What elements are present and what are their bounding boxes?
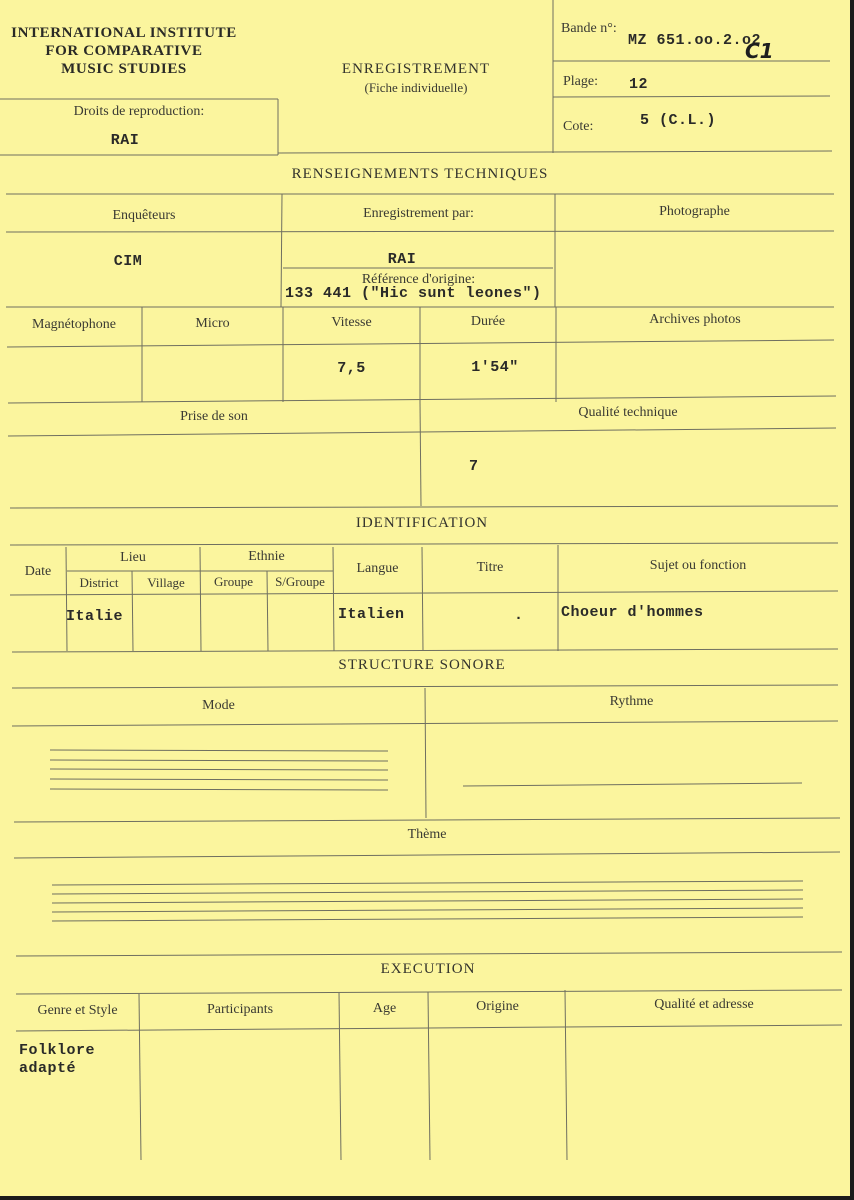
form-subtitle: (Fiche individuelle) (364, 80, 468, 95)
vitesse-value: 7,5 (337, 360, 366, 377)
sgroupe-label: S/Groupe (275, 574, 325, 589)
titre-value: . (514, 607, 524, 624)
plage-label: Plage: (563, 74, 598, 89)
identification-heading: IDENTIFICATION (355, 515, 489, 531)
prise-de-son-label: Prise de son (180, 409, 248, 424)
genre-value-line-2: adapté (19, 1060, 77, 1077)
plage-value: 12 (629, 76, 649, 93)
participants-label: Participants (206, 1002, 274, 1017)
structure-sonore-heading: STRUCTURE SONORE (338, 657, 506, 673)
origine-label: Origine (476, 999, 519, 1014)
genre-value-line-1: Folklore (19, 1042, 96, 1059)
cote-value: 5 (C.L.) (640, 112, 717, 129)
ethnie-label: Ethnie (248, 549, 285, 564)
langue-value: Italien (338, 606, 405, 623)
institute-name-line-3: MUSIC STUDIES (61, 61, 187, 77)
langue-label: Langue (356, 561, 399, 576)
photographe-label: Photographe (659, 204, 730, 219)
micro-label: Micro (195, 316, 230, 331)
form-title: ENREGISTREMENT (341, 61, 491, 77)
enregistrement-par-value: RAI (387, 251, 417, 268)
technical-heading: RENSEIGNEMENTS TECHNIQUES (291, 166, 549, 182)
date-label: Date (24, 564, 52, 579)
magnetophone-label: Magnétophone (32, 317, 116, 332)
titre-label: Titre (476, 560, 504, 575)
enregistrement-par-label: Enregistrement par: (363, 206, 474, 221)
execution-heading: EXECUTION (380, 961, 476, 977)
age-label: Age (372, 1001, 397, 1016)
archives-photos-label: Archives photos (649, 312, 741, 327)
genre-style-label: Genre et Style (37, 1003, 118, 1018)
qualite-technique-value: 7 (469, 458, 479, 475)
rythme-label: Rythme (609, 694, 654, 709)
reference-value: 133 441 ("Hic sunt leones") (285, 285, 542, 302)
cote-label: Cote: (563, 119, 594, 134)
enqueteurs-value: CIM (113, 253, 143, 270)
duree-label: Durée (470, 314, 506, 329)
institute-name-line-1: INTERNATIONAL INSTITUTE (11, 25, 237, 41)
reference-label: Référence d'origine: (361, 272, 476, 287)
sujet-label: Sujet ou fonction (649, 558, 747, 573)
duree-value: 1'54" (471, 359, 519, 376)
district-value: Italie (66, 608, 124, 625)
rights-label: Droits de reproduction: (73, 104, 205, 119)
qualite-technique-label: Qualité technique (578, 405, 678, 420)
village-label: Village (147, 575, 185, 590)
theme-label: Thème (407, 827, 447, 842)
mode-label: Mode (202, 698, 235, 713)
groupe-label: Groupe (214, 574, 253, 589)
rights-value: RAI (110, 132, 140, 149)
bande-value: MZ 651.oo.2.o2 (628, 32, 762, 49)
vitesse-label: Vitesse (331, 315, 372, 330)
institute-name-line-2: FOR COMPARATIVE (45, 43, 203, 59)
qualite-adresse-label: Qualité et adresse (654, 997, 754, 1012)
sujet-value: Choeur d'hommes (561, 604, 704, 621)
bande-handwritten-note: C1 (745, 39, 774, 63)
enqueteurs-label: Enquêteurs (112, 208, 176, 223)
district-label: District (79, 575, 119, 590)
bande-label: Bande n°: (561, 21, 617, 36)
lieu-label: Lieu (120, 550, 146, 565)
